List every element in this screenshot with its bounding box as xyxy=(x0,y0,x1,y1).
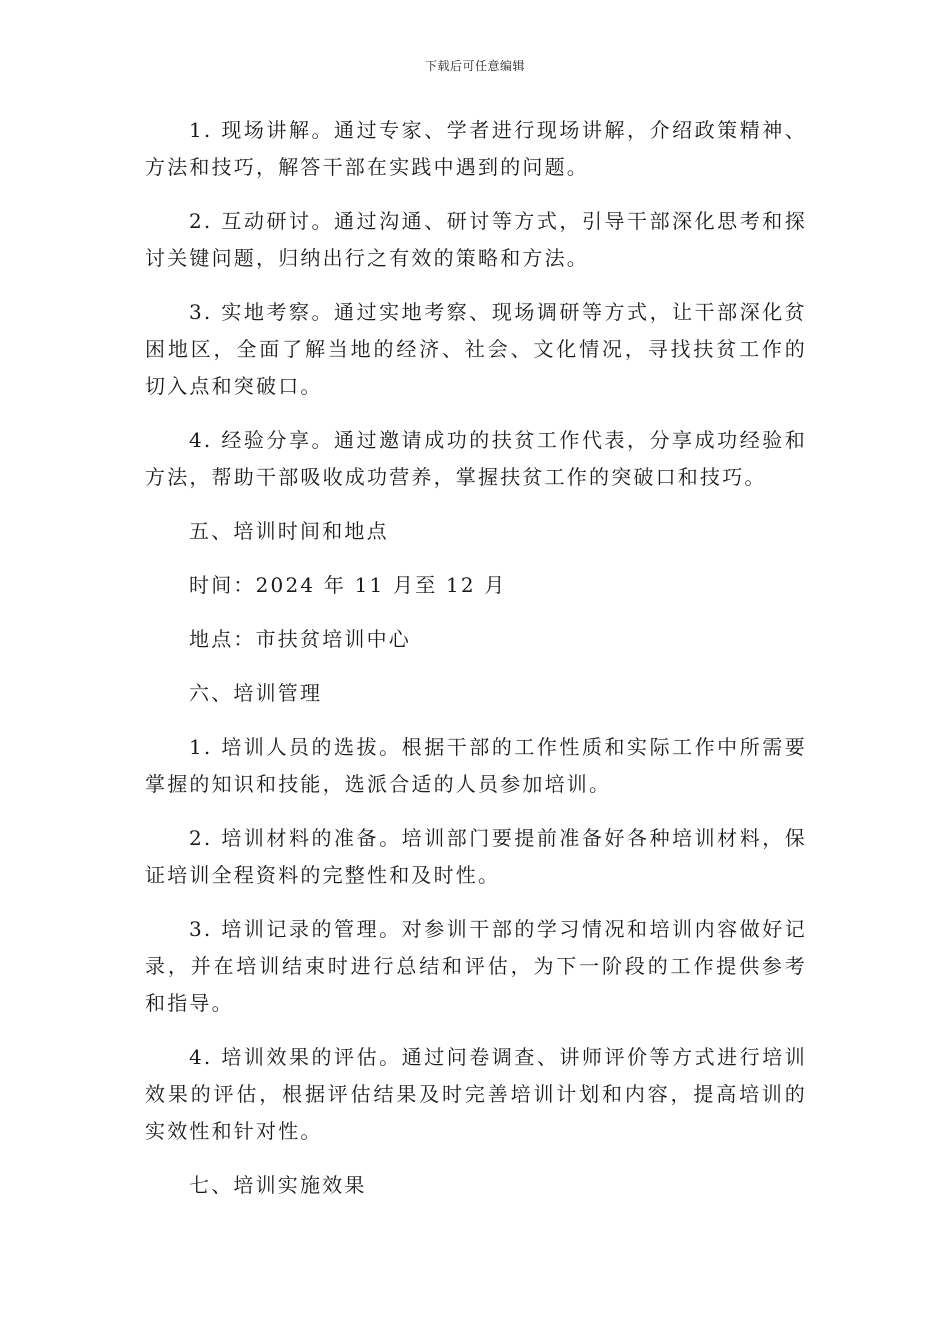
paragraph-mgmt-records: 3. 培训记录的管理。对参训干部的学习情况和培训内容做好记录，并在培训结束时进行总结和评估，为下一阶段的工作提供参考和指导。 xyxy=(145,917,807,1015)
paragraph-mgmt-materials: 2. 培训材料的准备。培训部门要提前准备好各种培训材料，保证培训全程资料的完整性和及时性。 xyxy=(145,826,807,887)
section-heading-time-location: 五、培训时间和地点 xyxy=(189,519,389,543)
paragraph-training-location: 地点：市扶贫培训中心 xyxy=(189,627,411,651)
paragraph-mgmt-selection: 1. 培训人员的选拔。根据干部的工作性质和实际工作中所需要掌握的知识和技能，选派合适的人员参加培训。 xyxy=(145,735,807,796)
paragraph-method-experience-sharing: 4. 经验分享。通过邀请成功的扶贫工作代表，分享成功经验和方法，帮助干部吸收成功营养，掌握扶贫工作的突破口和技巧。 xyxy=(145,428,807,489)
page-header: 下载后可任意编辑 xyxy=(424,59,525,73)
paragraph-method-field-visit: 3. 实地考察。通过实地考察、现场调研等方式，让干部深化贫困地区，全面了解当地的经济、社会、文化情况，寻找扶贫工作的切入点和突破口。 xyxy=(145,300,807,398)
document-body xyxy=(145,112,807,1204)
paragraph-training-time: 时间：2024 年 11 月至 12 月 xyxy=(189,573,507,597)
section-heading-management: 六、培训管理 xyxy=(189,681,323,705)
section-heading-effects: 七、培训实施效果 xyxy=(189,1173,367,1197)
paragraph-method-discussion: 2. 互动研讨。通过沟通、研讨等方式，引导干部深化思考和探讨关键问题，归纳出行之有效的策略和方法。 xyxy=(145,209,807,270)
paragraph-mgmt-evaluation: 4. 培训效果的评估。通过问卷调查、讲师评价等方式进行培训效果的评估，根据评估结果及时完善培训计划和内容，提高培训的实效性和针对性。 xyxy=(145,1045,807,1143)
paragraph-method-lecture: 1. 现场讲解。通过专家、学者进行现场讲解，介绍政策精神、方法和技巧，解答干部在实践中遇到的问题。 xyxy=(145,118,807,179)
